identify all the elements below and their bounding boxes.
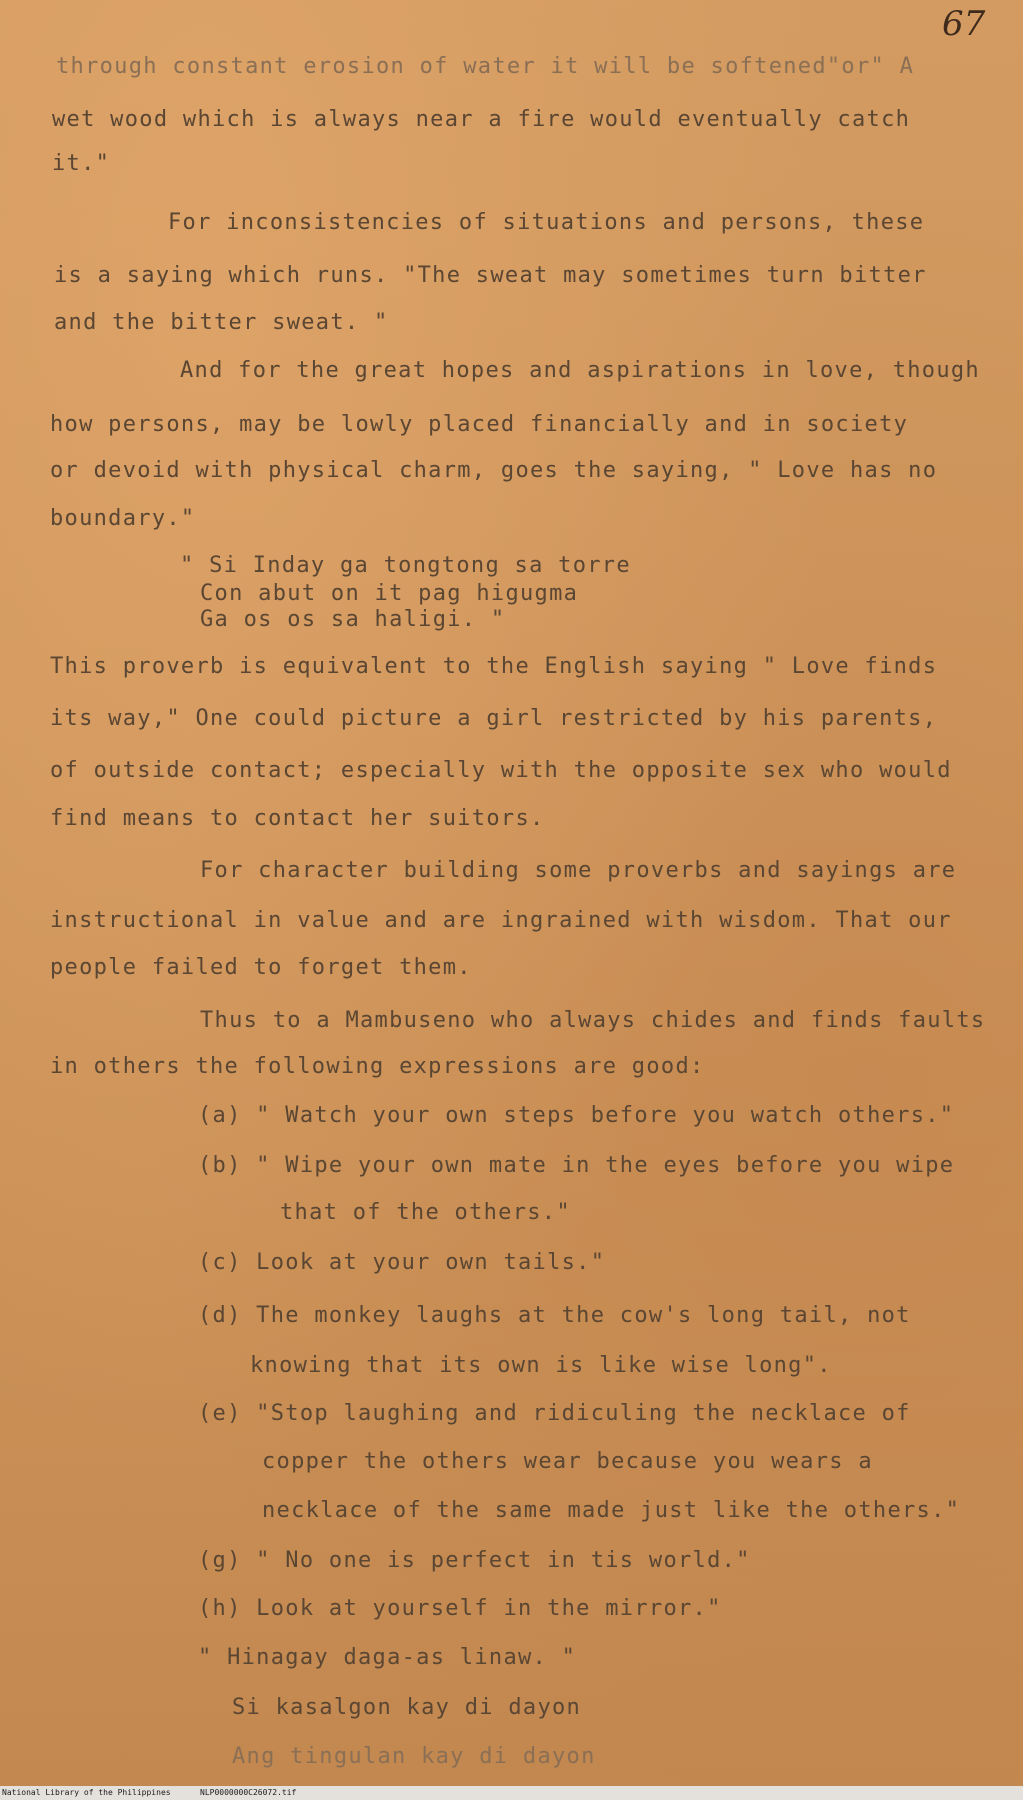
list-item: copper the others wear because you wears a: [262, 1449, 873, 1474]
list-item: (g) " No one is perfect in tis world.": [198, 1548, 751, 1573]
verse-line: Con abut on it pag higugma: [200, 581, 579, 606]
text-line: and the bitter sweat. ": [54, 310, 389, 335]
text-line: is a saying which runs. "The sweat may sometimes turn bitter: [54, 263, 927, 288]
text-line: For character building some proverbs and sayings are: [200, 858, 957, 883]
text-line: how persons, may be lowly placed financially and in society: [50, 412, 909, 437]
text-line: This proverb is equivalent to the English saying " Love finds: [50, 654, 938, 679]
list-item: (d) The monkey laughs at the cow's long tail, not: [198, 1303, 911, 1328]
list-item: that of the others.": [280, 1200, 571, 1225]
text-line: its way," One could picture a girl restricted by his parents,: [50, 706, 938, 731]
text-line: And for the great hopes and aspirations in love, though: [180, 358, 980, 383]
page-number: 67: [942, 4, 986, 44]
list-item: (h) Look at yourself in the mirror.": [198, 1596, 722, 1621]
list-item: (b) " Wipe your own mate in the eyes before you wipe: [198, 1153, 955, 1178]
text-line: For inconsistencies of situations and persons, these: [168, 210, 925, 235]
list-item: (c) Look at your own tails.": [198, 1250, 606, 1275]
text-line: boundary.": [50, 506, 196, 531]
text-line: or devoid with physical charm, goes the saying, " Love has no: [50, 458, 938, 483]
text-line: of outside contact; especially with the opposite sex who would: [50, 758, 952, 783]
text-line: in others the following expressions are good:: [50, 1054, 705, 1079]
text-line: through constant erosion of water it will be softened"or" A: [56, 54, 915, 79]
text-line: Thus to a Mambuseno who always chides and finds faults: [200, 1008, 986, 1033]
text-line: wet wood which is always near a fire would eventually catch: [52, 107, 911, 132]
text-line: find means to contact her suitors.: [50, 806, 545, 831]
text-line: instructional in value and are ingrained with wisdom. That our: [50, 908, 952, 933]
text-line: people failed to forget them.: [50, 955, 472, 980]
verse-line: " Si Inday ga tongtong sa torre: [180, 553, 631, 578]
verse-line: " Hinagay daga-as linaw. ": [198, 1645, 577, 1670]
list-item: (e) "Stop laughing and ridiculing the necklace of: [198, 1401, 911, 1426]
text-line: it.": [52, 151, 111, 176]
footer-library-name: National Library of the Philippines: [2, 1788, 171, 1797]
verse-line: Si kasalgon kay di dayon: [232, 1695, 582, 1720]
list-item: (a) " Watch your own steps before you watch others.": [198, 1103, 955, 1128]
list-item: knowing that its own is like wise long".: [250, 1353, 832, 1378]
verse-line: Ga os os sa haligi. ": [200, 607, 506, 632]
verse-line: Ang tingulan kay di dayon: [232, 1744, 596, 1769]
list-item: necklace of the same made just like the others.": [262, 1498, 961, 1523]
footer-file-name: NLP0000000C26072.tif: [200, 1788, 297, 1797]
scan-footer: [0, 1786, 1023, 1800]
